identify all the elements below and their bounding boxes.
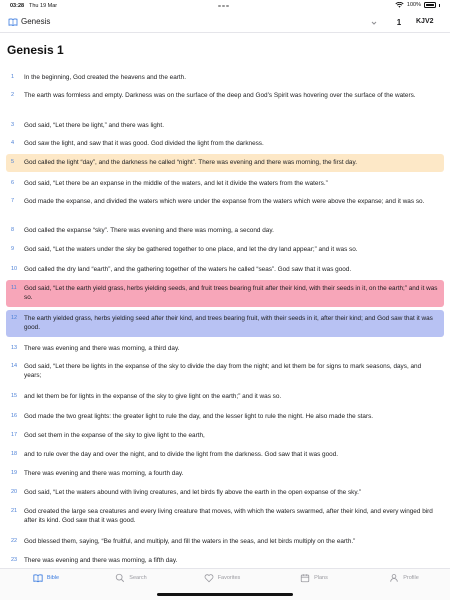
verse-number: 9 — [11, 246, 15, 252]
verse-number: 10 — [11, 266, 18, 272]
tab-label: Plans — [314, 575, 328, 581]
verse-number: 3 — [11, 122, 15, 128]
verse-text: There was evening and there was morning, a third day. — [24, 345, 180, 352]
home-indicator — [157, 593, 293, 596]
verse-text: God created the large sea creatures and every living creature that moves, with which the waters swarmed, after their kind, and every winged bird after its kind. God saw that it was good. — [24, 508, 433, 524]
wifi-icon — [395, 2, 404, 8]
verse-13[interactable] — [6, 344, 444, 353]
verse-text: God made the two great lights: the greater light to rule the day, and the lesser light to rule the night. He also made the stars. — [24, 413, 374, 420]
verse-1[interactable] — [6, 73, 444, 82]
verse-text: In the beginning, God created the heavens and the earth. — [24, 74, 187, 81]
verse-number: 2 — [11, 92, 15, 98]
verse-text: God said, “Let the earth yield grass, herbs yielding seeds, and fruit trees bearing fruit after their kind, with their seeds in it, on the earth;” and it was so. — [24, 285, 438, 301]
verse-14[interactable] — [6, 362, 444, 380]
verse-4[interactable] — [6, 139, 444, 148]
tab-favorites[interactable] — [192, 573, 252, 583]
verse-number: 11 — [11, 285, 17, 291]
verse-number: 23 — [11, 557, 18, 563]
verse-number: 17 — [11, 432, 18, 438]
tab-label: Favorites — [217, 575, 241, 581]
verse-2[interactable] — [6, 91, 444, 100]
verse-16[interactable] — [6, 412, 444, 421]
verse-21[interactable] — [6, 507, 444, 525]
verse-text: God said, “Let the waters under the sky be gathered together to one place, and let the dry land appear;” and it was so. — [24, 246, 358, 253]
verse-number: 7 — [11, 198, 15, 204]
verse-text: There was evening and there was morning, a fourth day. — [24, 470, 184, 477]
verse-number: 15 — [11, 393, 18, 399]
version-selector[interactable]: KJV2 — [416, 18, 434, 25]
verse-12-highlighted[interactable] — [6, 310, 444, 337]
verse-6[interactable] — [6, 179, 444, 188]
verse-7[interactable] — [6, 197, 444, 206]
verse-number: 1 — [11, 74, 15, 80]
battery-icon — [424, 2, 436, 8]
status-bar — [0, 0, 450, 12]
verse-22[interactable] — [6, 537, 444, 546]
verse-text: and to rule over the day and over the night, and to divide the light from the darkness. God saw that it was good. — [24, 451, 339, 458]
verse-text: The earth was formless and empty. Darkness was on the surface of the deep and God’s Spirit was hovering over the surface of the waters. — [24, 92, 416, 99]
verse-text: God said, “Let the waters abound with living creatures, and let birds fly above the earth in the open expanse of the sky.” — [24, 489, 362, 496]
verse-number: 5 — [11, 159, 15, 165]
nav-bar — [0, 13, 450, 33]
verse-text: God set them in the expanse of the sky to give light to the earth, — [24, 432, 205, 439]
verse-number: 6 — [11, 180, 15, 186]
tab-label: Bible — [46, 575, 60, 581]
verse-9[interactable] — [6, 245, 444, 254]
chevron-down-icon[interactable] — [369, 18, 379, 28]
verse-text: God said, “Let there be light,” and there was light. — [24, 122, 164, 129]
verse-number: 4 — [11, 140, 15, 146]
verse-text: God blessed them, saying, “Be fruitful, and multiply, and fill the waters in the seas, and let birds multiply on the earth.” — [24, 538, 356, 545]
status-right — [395, 2, 440, 8]
verse-text: The earth yielded grass, herbs yielding seed after their kind, and trees bearing fruit, with their seeds in it, after their kind; and God saw that it was good. — [24, 315, 433, 331]
verse-number: 16 — [11, 413, 18, 419]
tab-label: Profile — [403, 575, 419, 581]
verse-text: There was evening and there was morning, a fifth day. — [24, 557, 178, 564]
verse-8[interactable] — [6, 226, 444, 235]
verse-text: God said, “Let there be an expanse in the middle of the waters, and let it divide the waters from the waters.” — [24, 180, 328, 187]
verse-text: God called the light “day”, and the darkness he called “night”. There was evening and there was morning, the first day. — [24, 159, 357, 166]
verse-number: 13 — [11, 345, 18, 351]
verse-number: 14 — [11, 363, 18, 369]
book-icon — [8, 18, 18, 26]
verse-number: 22 — [11, 538, 18, 544]
chapter-title: Genesis 1 — [7, 43, 64, 57]
verse-number: 18 — [11, 451, 18, 457]
verse-text: and let them be for lights in the expanse of the sky to give light on the earth;” and it was so. — [24, 393, 282, 400]
tab-profile[interactable] — [374, 573, 434, 583]
verse-number: 20 — [11, 489, 18, 495]
chapter-content[interactable] — [0, 33, 450, 568]
tab-bar — [0, 568, 450, 600]
battery-cap — [439, 4, 440, 7]
tab-plans[interactable] — [284, 573, 344, 583]
verse-20[interactable] — [6, 488, 444, 497]
verse-18[interactable] — [6, 450, 444, 459]
battery-percent: 100% — [406, 2, 421, 8]
book-name: Genesis — [21, 17, 51, 26]
verse-15[interactable] — [6, 392, 444, 401]
tab-search[interactable] — [101, 573, 161, 583]
status-time: 03:28 — [10, 3, 25, 9]
verse-number: 8 — [11, 227, 15, 233]
book-selector-button[interactable] — [8, 17, 50, 26]
verse-19[interactable] — [6, 469, 444, 478]
tab-bible[interactable] — [16, 573, 76, 583]
verse-text: God saw the light, and saw that it was good. God divided the light from the darkness. — [24, 140, 264, 147]
verse-text: God said, “Let there be lights in the expanse of the sky to divide the day from the night; and let them be for signs to mark seasons, days, and years; — [24, 363, 422, 379]
chapter-selector[interactable]: 1 — [396, 18, 402, 27]
heart-icon — [204, 573, 214, 583]
verse-number: 21 — [11, 508, 18, 514]
verse-10[interactable] — [6, 265, 444, 274]
verse-23[interactable] — [6, 556, 444, 565]
multitasking-dots-icon[interactable] — [218, 3, 232, 6]
verse-17[interactable] — [6, 431, 444, 440]
tab-label: Search — [129, 575, 147, 581]
verse-text: God called the expanse “sky”. There was evening and there was morning, a second day. — [24, 227, 274, 234]
verse-11-highlighted[interactable] — [6, 280, 444, 307]
verse-number: 12 — [11, 315, 18, 321]
verse-3[interactable] — [6, 121, 444, 130]
verse-5-highlighted[interactable] — [6, 154, 444, 172]
verse-text: God called the dry land “earth”, and the gathering together of the waters he called “seas”. God saw that it was good. — [24, 266, 352, 273]
search-icon — [115, 573, 125, 583]
verse-number: 19 — [11, 470, 18, 476]
person-icon — [389, 573, 399, 583]
calendar-icon — [300, 573, 310, 583]
book-open-icon — [33, 573, 43, 583]
status-date: Thu 19 Mar — [29, 3, 58, 9]
verse-text: God made the expanse, and divided the waters which were under the expanse from the waters which were above the expanse; and it was so. — [24, 198, 425, 205]
